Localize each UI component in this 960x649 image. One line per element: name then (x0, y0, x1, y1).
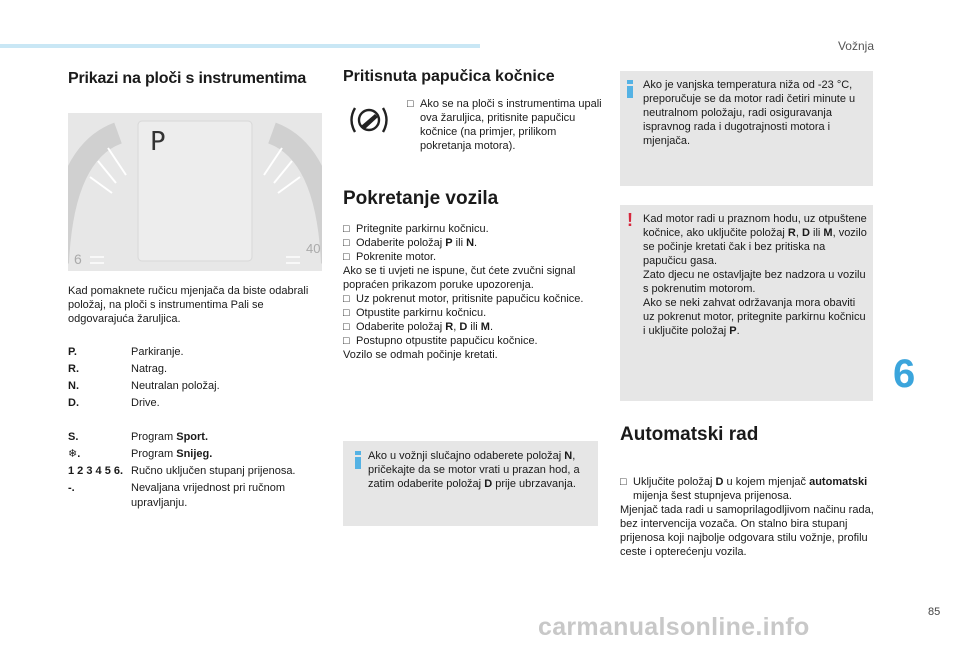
auto-step (620, 475, 876, 503)
step-text: , (453, 321, 460, 333)
bullet-marker: □ (407, 98, 414, 110)
gear-r: R (787, 227, 796, 239)
legend-value-text: Nevaljana vrijednost pri ručnom upravljanju. (131, 482, 286, 509)
info-temperature-text: Ako je vanjska temperatura niža od -23 °C, preporučuje se da motor radi četiri minute u neutralnom položaju, radi osiguravanja ispravnog rada i dugotrajnosti motora i mjenjača. (643, 79, 856, 147)
legend-row (68, 396, 326, 411)
step-text: Odaberite položaj (356, 237, 446, 249)
header-accent-bar (0, 44, 480, 48)
start-step (343, 250, 601, 264)
step-text: Pokrenite motor. (356, 251, 437, 263)
start-step (343, 306, 601, 320)
bullet-marker: □ (343, 321, 350, 333)
bullet-marker: □ (343, 307, 350, 319)
step-text: ili (452, 237, 467, 249)
brake-text: Ako se na ploči s instrumentima upali ova žaruljica, pritisnite papučicu kočnice (na primjer, prilikom pokretanja motora). (420, 98, 602, 152)
auto-section-title: Automatski rad (620, 424, 759, 445)
start-step (343, 334, 601, 348)
start-step (343, 236, 601, 250)
legend-value (131, 447, 326, 462)
bullet-marker: □ (343, 237, 350, 249)
start-instructions (343, 222, 601, 362)
start-step (343, 222, 601, 236)
step-text: Uz pokrenut motor, pritisnite papučicu kočnice. (356, 293, 584, 305)
warning-text (643, 212, 867, 338)
program-legend-list (68, 430, 326, 513)
step-text: Postupno otpustite papučicu kočnice. (356, 335, 538, 347)
legend-row (68, 464, 326, 479)
legend-value-text: Program (131, 431, 177, 443)
warning-text-part: , (795, 227, 802, 239)
step-text: Pritegnite parkirnu kočnicu. (356, 223, 489, 235)
start-section-title: Pokretanje vozila (343, 188, 499, 209)
gear-n: N (466, 237, 475, 249)
info-box-temperature (620, 71, 873, 186)
warning-text-part: , vozilo se počinje kretati čak i bez pritiska na papučicu gasa. (643, 227, 867, 267)
gauge-left-number: 6 (74, 251, 82, 267)
legend-value (131, 464, 326, 479)
gear-n: N (564, 450, 573, 462)
brake-section-title: Pritisnuta papučica kočnice (343, 68, 555, 85)
step-text: . (474, 237, 478, 249)
step-text: ili (467, 321, 481, 333)
legend-key: S. (68, 431, 79, 443)
step-text: Otpustite parkirnu kočnicu. (356, 307, 487, 319)
info-icon (627, 80, 633, 98)
legend-row (68, 447, 326, 462)
legend-row (68, 481, 326, 511)
legend-row (68, 362, 326, 377)
display-section-title: Prikazi na ploči s instrumentima (68, 70, 307, 87)
legend-key: -. (68, 482, 75, 494)
warning-text-part: ili (809, 227, 824, 239)
info-neutral-text (368, 449, 590, 491)
legend-value: Neutralan položaj. (131, 380, 220, 392)
section-title: Vožnja (837, 39, 874, 53)
start-paragraph: Ako se ti uvjeti ne ispune, čut ćete zvučni signal popraćen prikazom poruke upozorenja. (343, 265, 576, 291)
step-text: . (489, 321, 493, 333)
watermark: carmanualsonline.info (538, 613, 810, 641)
bullet-marker: □ (343, 251, 350, 263)
bullet-marker: □ (343, 293, 350, 305)
info-text: Ako u vožnji slučajno odaberete položaj (368, 450, 565, 462)
legend-row (68, 345, 326, 360)
bullet-marker: □ (620, 476, 627, 488)
legend-key: 1 2 3 4 5 6. (68, 465, 124, 477)
info-text: prije ubrzavanja. (492, 478, 576, 490)
step-text: u kojem mjenjač (723, 476, 810, 488)
instrument-cluster-image (68, 113, 322, 271)
warning-icon: ! (627, 210, 633, 230)
gear-indicator: P (150, 127, 166, 157)
gear-m: M (823, 227, 833, 239)
info-text: , pričekajte da se motor vrati u prazan hod, a zatim odaberite položaj (368, 450, 580, 490)
page-number: 85 (928, 606, 941, 618)
brake-warning-icon (347, 102, 391, 143)
warning-text-part: Zato djecu ne ostavljajte bez nadzora u vozilu s pokrenutim motorom. (643, 269, 866, 295)
step-text: mijenja šest stupnjeva prijenosa. (633, 490, 792, 502)
warning-text-part: Ako se neki zahvat održavanja mora obaviti uz pokrenut motor, pritegnite parkirnu kočnicu i uključite položaj (643, 297, 866, 337)
auto-instructions (620, 475, 876, 559)
legend-value-text: Program (131, 448, 177, 460)
legend-row (68, 379, 326, 394)
gear-p: P (729, 325, 737, 337)
step-text: Odaberite položaj (356, 321, 446, 333)
step-text-bold: automatski (809, 476, 868, 488)
legend-key: R. (68, 363, 79, 375)
gear-d: D (484, 478, 493, 490)
legend-value-bold: Sport. (176, 431, 209, 443)
bullet-marker: □ (343, 223, 350, 235)
legend-value-bold: Snijeg. (176, 448, 213, 460)
step-text: Uključite položaj (633, 476, 716, 488)
gear-r: R (445, 321, 454, 333)
warning-text-part (643, 296, 867, 338)
auto-paragraph: Mjenjač tada radi u samoprilagodljivom načinu rada, bez intervencija vozača. On stalno bira stupanj prijenosa koji najbolje odgovara stilu vožnje, profilu ceste i opterećenju vozila. (620, 504, 874, 558)
start-step (343, 320, 601, 334)
bullet-marker: □ (343, 335, 350, 347)
legend-row (68, 430, 326, 445)
warning-text-part: . (736, 325, 740, 337)
start-paragraph: Vozilo se odmah počinje kretati. (343, 349, 498, 361)
snowflake-icon: ❄. (68, 448, 81, 460)
legend-key: P. (68, 346, 77, 358)
gear-legend-list (68, 345, 326, 413)
brake-bullet (407, 97, 605, 153)
info-box-neutral (343, 441, 598, 526)
gear-d: D (459, 321, 468, 333)
display-intro-text: Kad pomaknete ručicu mjenjača da biste odabrali položaj, na ploči s instrumentima Pali se odgovarajuća žaruljica. (68, 285, 309, 325)
gauge-right-number: 40 (306, 241, 321, 256)
chapter-tab-number: 6 (893, 352, 916, 396)
warning-box (620, 205, 873, 401)
gear-d: D (715, 476, 724, 488)
info-icon (355, 451, 361, 469)
warning-text-part: Kad motor radi u praznom hodu, uz otpuštene kočnice, ako uključite položaj (643, 213, 867, 239)
gear-d: D (802, 227, 810, 239)
gear-p: P (445, 237, 453, 249)
legend-value-text: Ručno uključen stupanj prijenosa. (131, 465, 296, 477)
legend-value: Natrag. (131, 363, 168, 375)
gear-m: M (480, 321, 490, 333)
legend-value (131, 481, 326, 511)
legend-value: Parkiranje. (131, 346, 184, 358)
legend-value (131, 430, 326, 445)
start-step (343, 292, 601, 306)
legend-key: D. (68, 397, 79, 409)
legend-value: Drive. (131, 397, 160, 409)
legend-key: N. (68, 380, 79, 392)
